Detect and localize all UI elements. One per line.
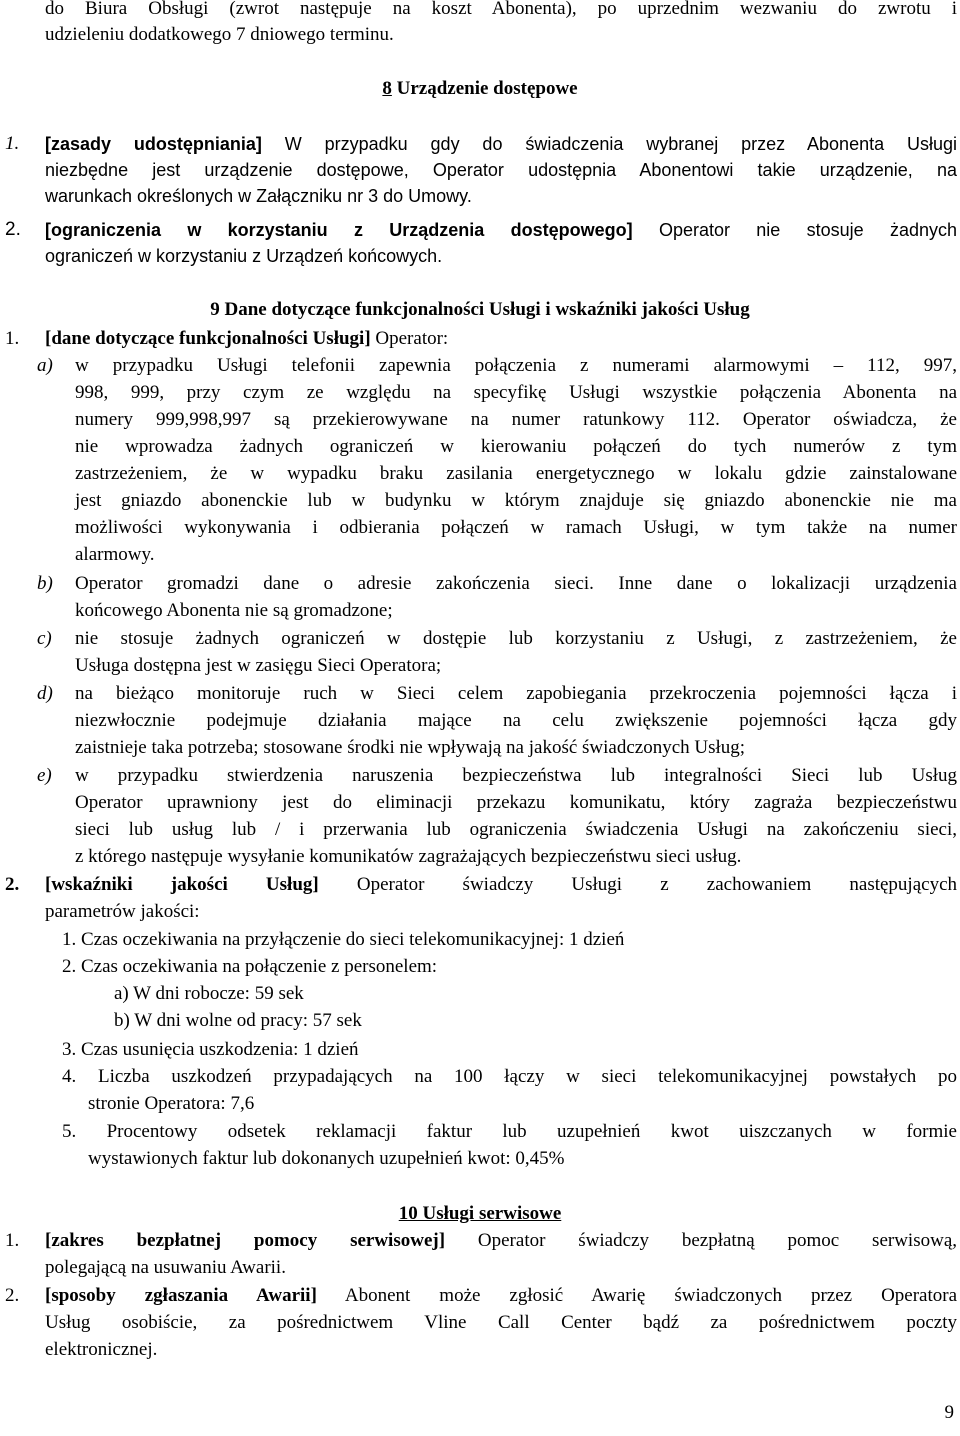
text-line: elektronicznej. bbox=[45, 1339, 158, 1360]
text-line: nie wprowadza żadnych ograniczeń w kierowaniu połączeń do tych numerów z tym bbox=[75, 436, 957, 457]
text-line: warunkach określonych w Załączniku nr 3 do Umowy. bbox=[45, 186, 472, 206]
quality-item: 1. Czas oczekiwania na przyłączenie do sieci telekomunikacyjnej: 1 dzień bbox=[62, 929, 625, 950]
text-line bbox=[45, 1228, 957, 1254]
text-line: nie stosuje żadnych ograniczeń w dostępie lub korzystaniu z Usługi, z zastrzeżeniem, że bbox=[75, 628, 957, 649]
item-number: 1. bbox=[5, 1230, 20, 1251]
clause-title: [sposoby zgłaszania Awarii] bbox=[45, 1285, 317, 1306]
page-number: 9 bbox=[944, 1402, 954, 1423]
quality-subitem: a) W dni robocze: 59 sek bbox=[114, 983, 304, 1004]
text-line: alarmowy. bbox=[75, 544, 155, 565]
section-9-heading bbox=[0, 297, 960, 323]
text-line: niezbędne jest urządzenie dostępowe, Operator udostępnia Abonentowi takie urządzenie, na bbox=[45, 160, 957, 180]
list-label: a) bbox=[37, 355, 53, 376]
clause-text: Operator świadczy bezpłatną pomoc serwisową, bbox=[477, 1230, 958, 1251]
text-line: Operator gromadzi dane o adresie zakończenia sieci. Inne dane o lokalizacji urządzenia bbox=[75, 573, 957, 594]
text-line: zastrzeżeniem, że w wypadku braku zasilania energetycznego w lokalu gdzie zainstalowane bbox=[75, 463, 957, 484]
text-line: na bieżąco monitoruje ruch w Sieci celem zapobiegania przekroczenia pojemności łącza i bbox=[75, 683, 957, 704]
item-number: 2. bbox=[5, 874, 20, 895]
clause-text: Operator nie stosuje żadnych bbox=[658, 220, 957, 240]
clause-text: Operator świadczy Usługi z zachowaniem następujących bbox=[356, 874, 957, 895]
text-line bbox=[45, 326, 448, 352]
text-line: sieci lub usług lub / i przerwania lub ograniczenia świadczenia Usługi na zakończeniu sieci, bbox=[75, 819, 957, 840]
text-line bbox=[45, 217, 957, 243]
section-number: 8 bbox=[382, 78, 392, 99]
text-line: końcowego Abonenta nie są gromadzone; bbox=[75, 600, 393, 621]
text-line: parametrów jakości: bbox=[45, 901, 200, 922]
quality-item: 2. Czas oczekiwania na połączenie z personelem: bbox=[62, 956, 438, 977]
quality-item: 4. Liczba uszkodzeń przypadających na 100 łączy w sieci telekomunikacyjnej powstałych po bbox=[62, 1066, 957, 1087]
text-line: polegającą na usuwaniu Awarii. bbox=[45, 1257, 286, 1278]
quality-item: 5. Procentowy odsetek reklamacji faktur lub uzupełnień kwot uiszczanych w formie bbox=[62, 1121, 957, 1142]
section-title: 10 Usługi serwisowe bbox=[398, 1203, 562, 1224]
text-line: w przypadku stwierdzenia naruszenia bezpieczeństwa lub integralności Sieci lub Usług bbox=[75, 765, 957, 786]
text-line: do Biura Obsługi (zwrot następuje na koszt Abonenta), po uprzednim wezwaniu do zwrotu i bbox=[45, 0, 957, 19]
text-line: zaistnieje taka potrzeba; stosowane środki nie wpływają na jakość świadczonych Usług; bbox=[75, 737, 746, 758]
text-line: możliwości wykonywania i odbierania połączeń w ramach Usługi, w tym także na numer bbox=[75, 517, 957, 538]
text-line: udzieleniu dodatkowego 7 dniowego terminu. bbox=[45, 24, 394, 45]
text-line bbox=[45, 1283, 957, 1309]
clause-title: [dane dotyczące funkcjonalności Usługi] bbox=[45, 328, 371, 349]
quality-subitem: b) W dni wolne od pracy: 57 sek bbox=[114, 1010, 362, 1031]
text-line: stronie Operatora: 7,6 bbox=[88, 1093, 255, 1114]
text-line bbox=[45, 131, 957, 157]
text-line: Operator uprawniony jest do eliminacji przekazu komunikatu, który zagraża bezpieczeństwu bbox=[75, 792, 957, 813]
text-line: 998, 999, przy czym ze względu na specyfikę Usługi wszystkie połączenia Abonenta na bbox=[75, 382, 957, 403]
text-line: w przypadku Usługi telefonii zapewnia połączenia z numerami alarmowymi – 112, 997, bbox=[75, 355, 957, 376]
text-line: niezwłocznie podejmuje działania mające na celu zwiększenie pojemności łącza gdy bbox=[75, 710, 957, 731]
text-line: Usług osobiście, za pośrednictwem Vline Call Center bądź za pośrednictwem poczty bbox=[45, 1312, 957, 1333]
text-line: Usługa dostępna jest w zasięgu Sieci Operatora; bbox=[75, 655, 442, 676]
clause-title: [zasady udostępniania] bbox=[45, 134, 262, 154]
item-number: 2. bbox=[5, 219, 21, 240]
list-label: b) bbox=[37, 573, 53, 594]
clause-text: Abonent może zgłosić Awarię świadczonych przez Operatora bbox=[344, 1285, 958, 1306]
section-10-heading bbox=[0, 1201, 960, 1227]
clause-title: [ograniczenia w korzystaniu z Urządzenia dostępowego] bbox=[45, 220, 633, 240]
text-line: z którego następuje wysyłanie komunikatów zagrażających bezpieczeństwu sieci usług. bbox=[75, 846, 742, 867]
item-number: 1. bbox=[5, 328, 20, 349]
section-8-heading bbox=[0, 76, 960, 102]
section-title: 9 Dane dotyczące funkcjonalności Usługi i wskaźniki jakości Usług bbox=[210, 299, 750, 320]
quality-item: 3. Czas usunięcia uszkodzenia: 1 dzień bbox=[62, 1039, 359, 1060]
item-number: 2. bbox=[5, 1285, 20, 1306]
item-number: 1. bbox=[5, 133, 20, 154]
text-line: ograniczeń w korzystaniu z Urządzeń końcowych. bbox=[45, 246, 443, 266]
section-title: Urządzenie dostępowe bbox=[396, 78, 578, 99]
text-line: wystawionych faktur lub dokonanych uzupełnień kwot: 0,45% bbox=[88, 1148, 565, 1169]
text-line bbox=[45, 872, 957, 898]
text-line: numery 999,998,997 są przekierowywane na numer ratunkowy 112. Operator oświadcza, że bbox=[75, 409, 957, 430]
list-label: c) bbox=[37, 628, 52, 649]
clause-title: [zakres bezpłatnej pomocy serwisowej] bbox=[45, 1230, 446, 1251]
list-label: e) bbox=[37, 765, 52, 786]
list-label: d) bbox=[37, 683, 53, 704]
clause-text: W przypadku gdy do świadczenia wybranej przez Abonenta Usługi bbox=[284, 134, 957, 154]
clause-title: [wskaźniki jakości Usług] bbox=[45, 874, 319, 895]
clause-text: Operator: bbox=[375, 328, 449, 349]
text-line: jest gniazdo abonenckie lub w budynku w którym znajduje się gniazdo abonenckie nie ma bbox=[75, 490, 957, 511]
